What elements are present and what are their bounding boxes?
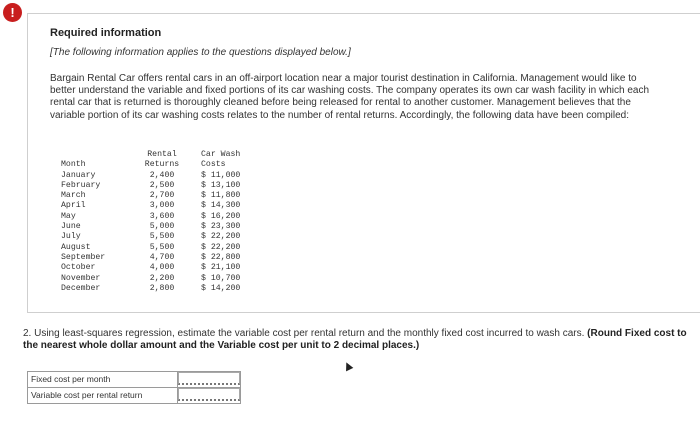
fixed-cost-label: Fixed cost per month (28, 372, 178, 387)
header-month: Month (61, 160, 86, 170)
question-rounding-instruction: (Round Fixed cost to the nearest whole dollar amount and the Variable cost per unit to 2 decimal places.) (23, 328, 687, 351)
table-row (61, 232, 267, 242)
cell-rental-returns: 2,200 (149, 273, 175, 283)
cell-car-wash-cost: $ 14,300 (201, 201, 241, 211)
cell-car-wash-cost: $ 11,000 (201, 170, 241, 180)
header-rental-returns-line1: Rental (147, 150, 177, 159)
cell-car-wash-cost: $ 11,800 (201, 191, 241, 201)
table-row (61, 201, 267, 211)
cell-rental-returns: 2,500 (149, 180, 175, 190)
cell-car-wash-cost: $ 14,200 (201, 283, 241, 293)
cell-month: September (61, 252, 106, 262)
table-row (61, 171, 267, 181)
cell-car-wash-cost: $ 21,100 (201, 263, 241, 273)
cell-rental-returns: 2,700 (149, 191, 175, 201)
cell-month: January (61, 170, 96, 180)
table-row (61, 212, 267, 222)
cell-car-wash-cost: $ 22,200 (201, 242, 241, 252)
car-wash-data-table (61, 150, 267, 294)
fixed-cost-input[interactable] (178, 372, 240, 385)
required-information-title: Required information (50, 27, 162, 39)
table-row (61, 243, 267, 253)
cell-month: December (61, 283, 101, 293)
question-2 (23, 328, 693, 352)
cell-month: November (61, 273, 101, 283)
variable-cost-label: Variable cost per rental return (28, 388, 178, 403)
cell-month: April (61, 201, 86, 211)
cell-car-wash-cost: $ 22,800 (201, 252, 241, 262)
table-row (61, 274, 267, 284)
required-information-panel (27, 13, 700, 313)
header-car-wash-line1: Car Wash (201, 150, 241, 159)
info-note: [The following information applies to the questions displayed below.] (50, 47, 351, 58)
cell-rental-returns: 5,500 (149, 242, 175, 252)
table-row (61, 181, 267, 191)
table-row (61, 191, 267, 201)
cell-rental-returns: 5,000 (149, 222, 175, 232)
header-rental-returns-line2: Returns (144, 160, 180, 170)
cell-month: August (61, 242, 91, 252)
cell-car-wash-cost: $ 22,200 (201, 232, 241, 242)
variable-cost-input[interactable] (178, 388, 240, 401)
problem-description: Bargain Rental Car offers rental cars in an off-airport location near a major tourist destination in California. Management would like to better understand the variable and fixed portions of its car washing costs. The company operates its own car wash facility in which each rental car that is returned is thoroughly cleaned before being released for rental to another customer. Management believes that the variable portion of its car washing costs relates to the number of rental returns. Accordingly, the following data have been compiled: (50, 73, 650, 121)
cell-month: June (61, 222, 81, 232)
cell-rental-returns: 3,000 (149, 201, 175, 211)
cell-car-wash-cost: $ 13,100 (201, 180, 241, 190)
cell-car-wash-cost: $ 16,200 (201, 211, 241, 221)
table-row (61, 253, 267, 263)
table-row (61, 263, 267, 273)
cell-rental-returns: 3,600 (149, 211, 175, 221)
cell-rental-returns: 2,400 (149, 170, 175, 180)
cell-car-wash-cost: $ 10,700 (201, 273, 241, 283)
cell-month: July (61, 232, 81, 242)
header-car-wash-line2: Costs (201, 160, 226, 170)
cell-rental-returns: 4,700 (149, 252, 175, 262)
answer-row-fixed-cost (28, 372, 240, 387)
alert-icon: ! (3, 3, 22, 22)
cell-rental-returns: 2,800 (149, 283, 175, 293)
cell-car-wash-cost: $ 23,300 (201, 222, 241, 232)
cell-month: May (61, 211, 76, 221)
cell-month: March (61, 191, 86, 201)
table-row (61, 284, 267, 294)
cell-rental-returns: 4,000 (149, 263, 175, 273)
cell-rental-returns: 5,500 (149, 232, 175, 242)
cell-month: February (61, 180, 101, 190)
cell-month: October (61, 263, 96, 273)
question-text: 2. Using least-squares regression, estimate the variable cost per rental return and the monthly fixed cost incurred to wash cars. (23, 328, 588, 339)
answer-row-variable-cost (28, 387, 240, 403)
mouse-cursor-icon (343, 361, 354, 372)
table-row (61, 222, 267, 232)
answer-table (27, 371, 241, 404)
